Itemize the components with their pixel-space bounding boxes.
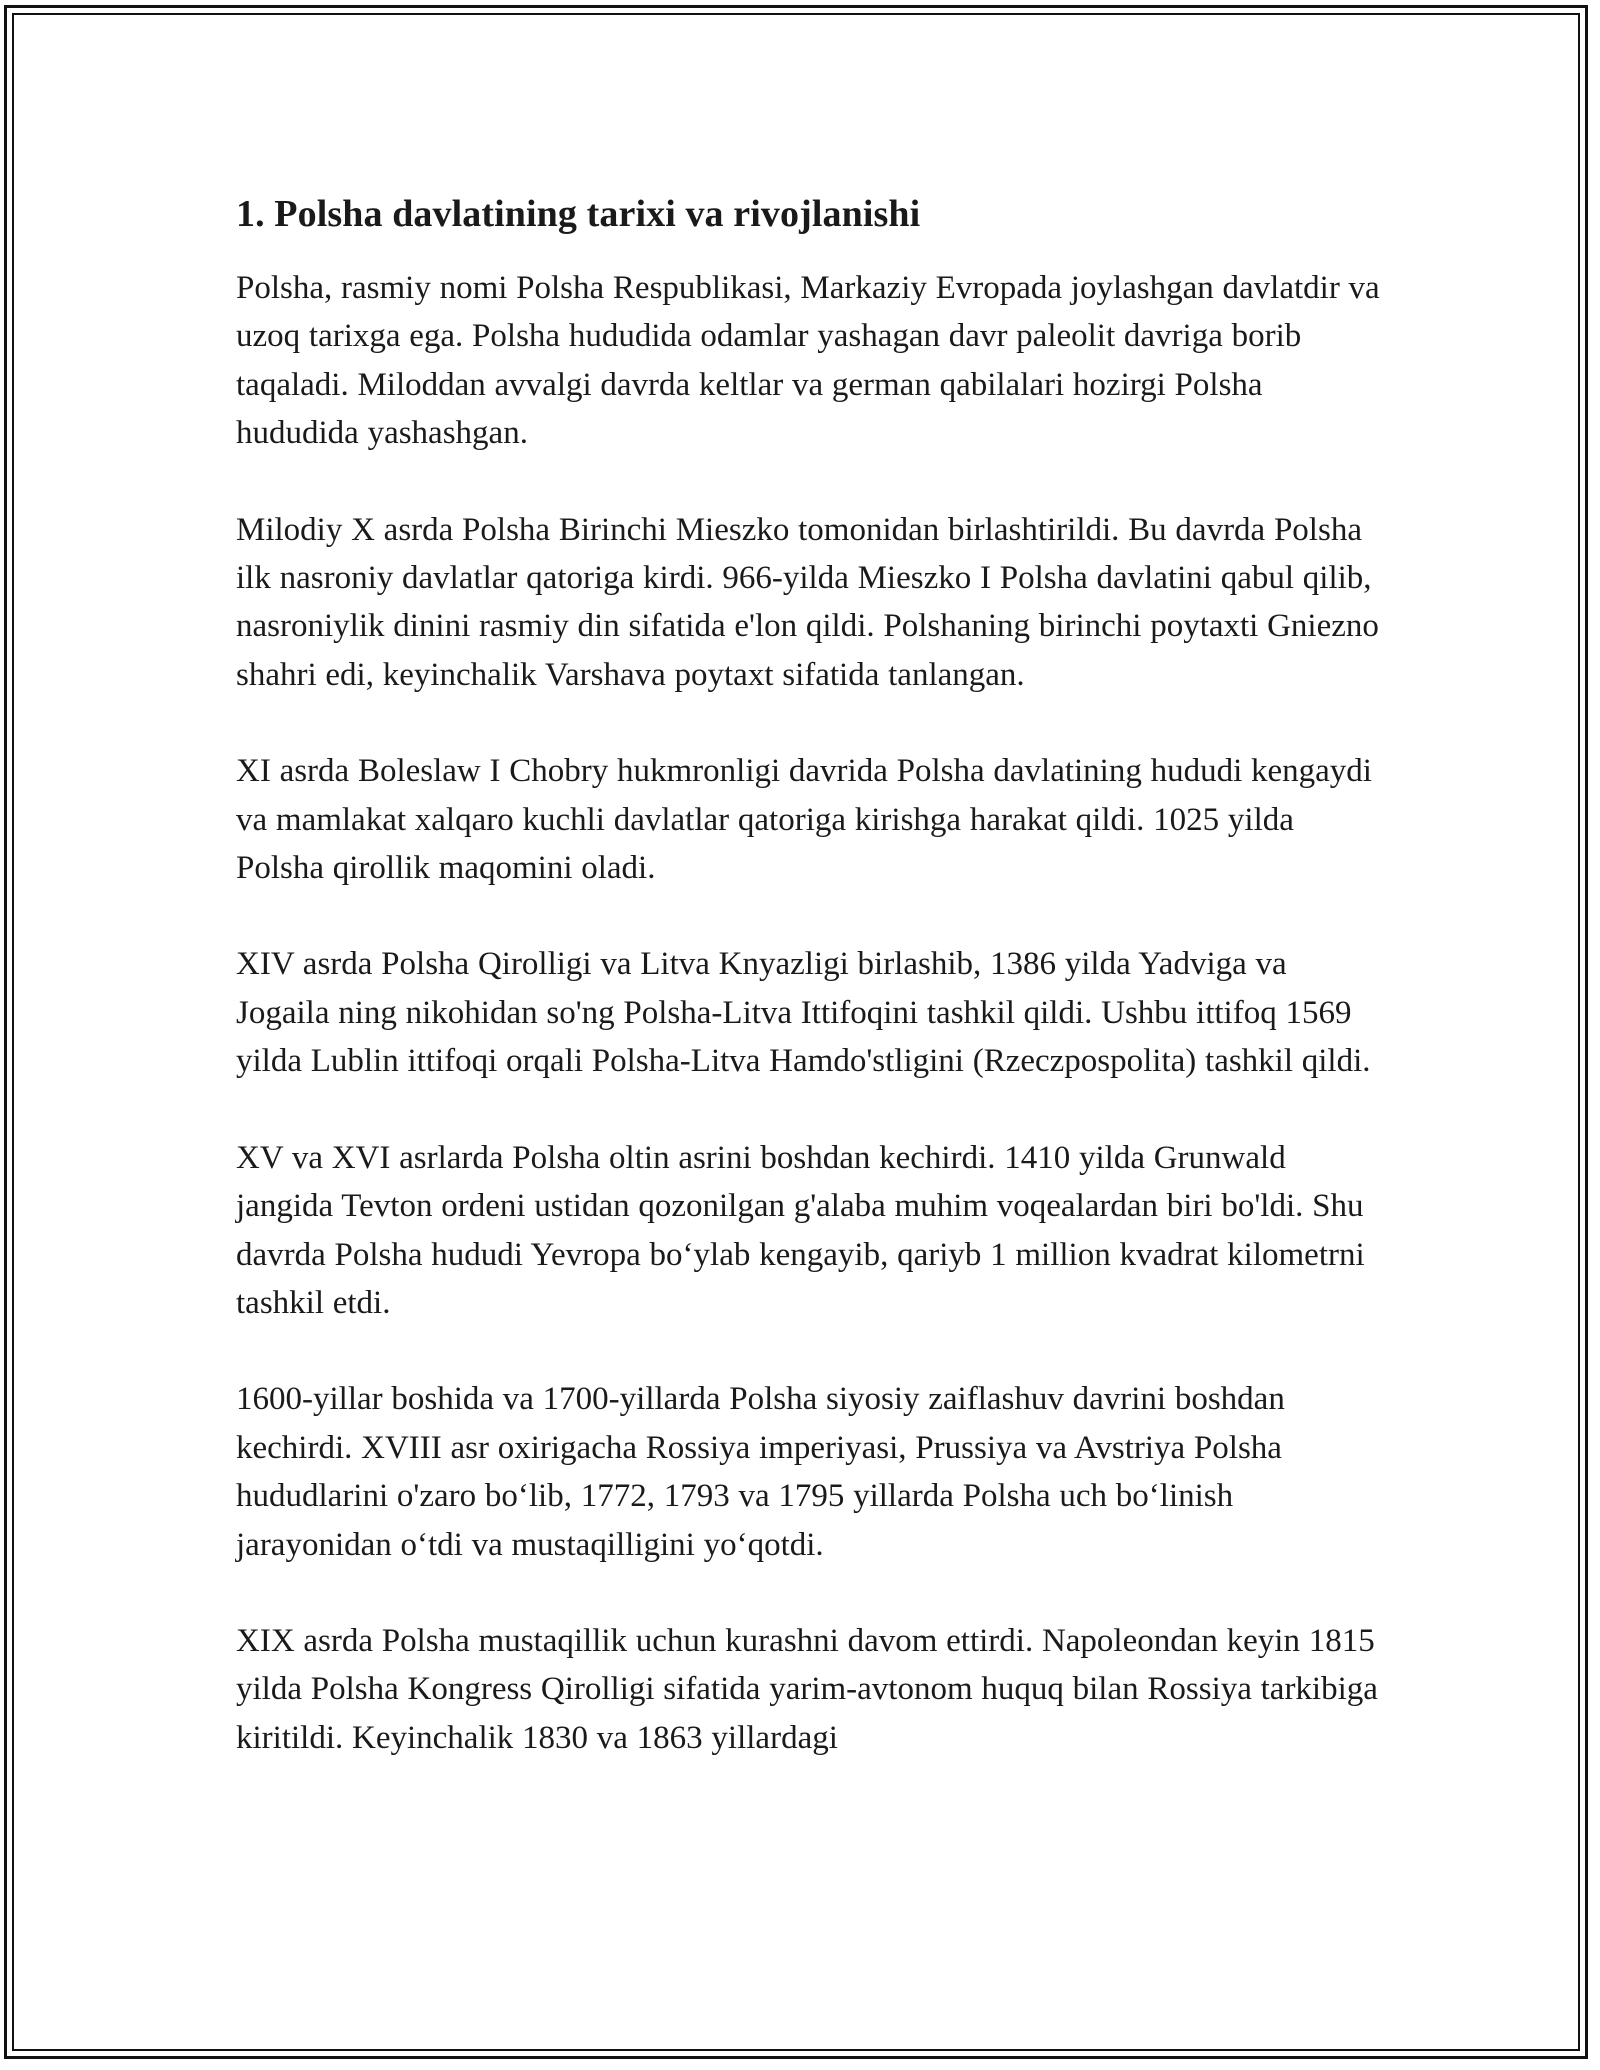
- paragraph-3: XI asrda Boleslaw I Chobry hukmronligi davrida Polsha davlatining hududi kengaydi va mamlakat xalqaro kuchli davlatlar qatoriga kirishga harakat qildi. 1025 yilda Polsha qirollik maqomini oladi.: [236, 753, 1372, 887]
- paragraph-2: Milodiy X asrda Polsha Birinchi Mieszko tomonidan birlashtirildi. Bu davrda Polsha ilk nasroniy davlatlar qatoriga kirdi. 966-yilda Mieszko I Polsha davlatini qabul qilib, nasroniylik dinini rasmiy din sifatida e'lon qildi. Polshaning birinchi poytaxti Gniezno shahri edi, keyinchalik Varshava poytaxt sifatida tanlangan.: [236, 511, 1379, 693]
- paragraph-4: XIV asrda Polsha Qirolligi va Litva Knyazligi birlashib, 1386 yilda Yadviga va Jogaila ning nikohidan so'ng Polsha-Litva Ittifoqini tashkil qildi. Ushbu ittifoq 1569 yilda Lublin ittifoqi orqali Polsha-Litva Hamdo'stligini (Rzeczpospolita) tashkil qildi.: [236, 946, 1371, 1080]
- paragraph-1: Polsha, rasmiy nomi Polsha Respublikasi, Markaziy Evropada joylashgan davlatdir va uzoq tarixga ega. Polsha hududida odamlar yashagan davr paleolit davriga borib taqaladi. Miloddan avvalgi davrda keltlar va german qabilalari hozirgi Polsha hududida yashashgan.: [236, 270, 1380, 452]
- paragraph-5: XV va XVI asrlarda Polsha oltin asrini boshdan kechirdi. 1410 yilda Grunwald jangida Tevton ordeni ustidan qozonilgan g'alaba muhim voqealardan biri bo'ldi. Shu davrda Polsha hududi Yevropa bo‘ylab kengayib, qariyb 1 million kvadrat kilometrni tashkil etdi.: [236, 1139, 1365, 1321]
- paragraph-7: XIX asrda Polsha mustaqillik uchun kurashni davom ettirdi. Napoleondan keyin 1815 yilda Polsha Kongress Qirolligi sifatida yarim-avtonom huquq bilan Rossiya tarkibiga kiritildi. Keyinchalik 1830 va 1863 yillardagi: [236, 1622, 1378, 1756]
- section-heading: 1. Polsha davlatining tarixi va rivojlanishi: [236, 193, 921, 235]
- paragraph-6: 1600-yillar boshida va 1700-yillarda Polsha siyosiy zaiflashuv davrini boshdan kechirdi. XVIII asr oxirigacha Rossiya imperiyasi, Prussiya va Avstriya Polsha hududlarini o'zaro bo‘lib, 1772, 1793 va 1795 yillarda Polsha uch bo‘linish jarayonidan o‘tdi va mustaqilligini yo‘qotdi.: [236, 1381, 1285, 1563]
- document-body: [236, 186, 1386, 1810]
